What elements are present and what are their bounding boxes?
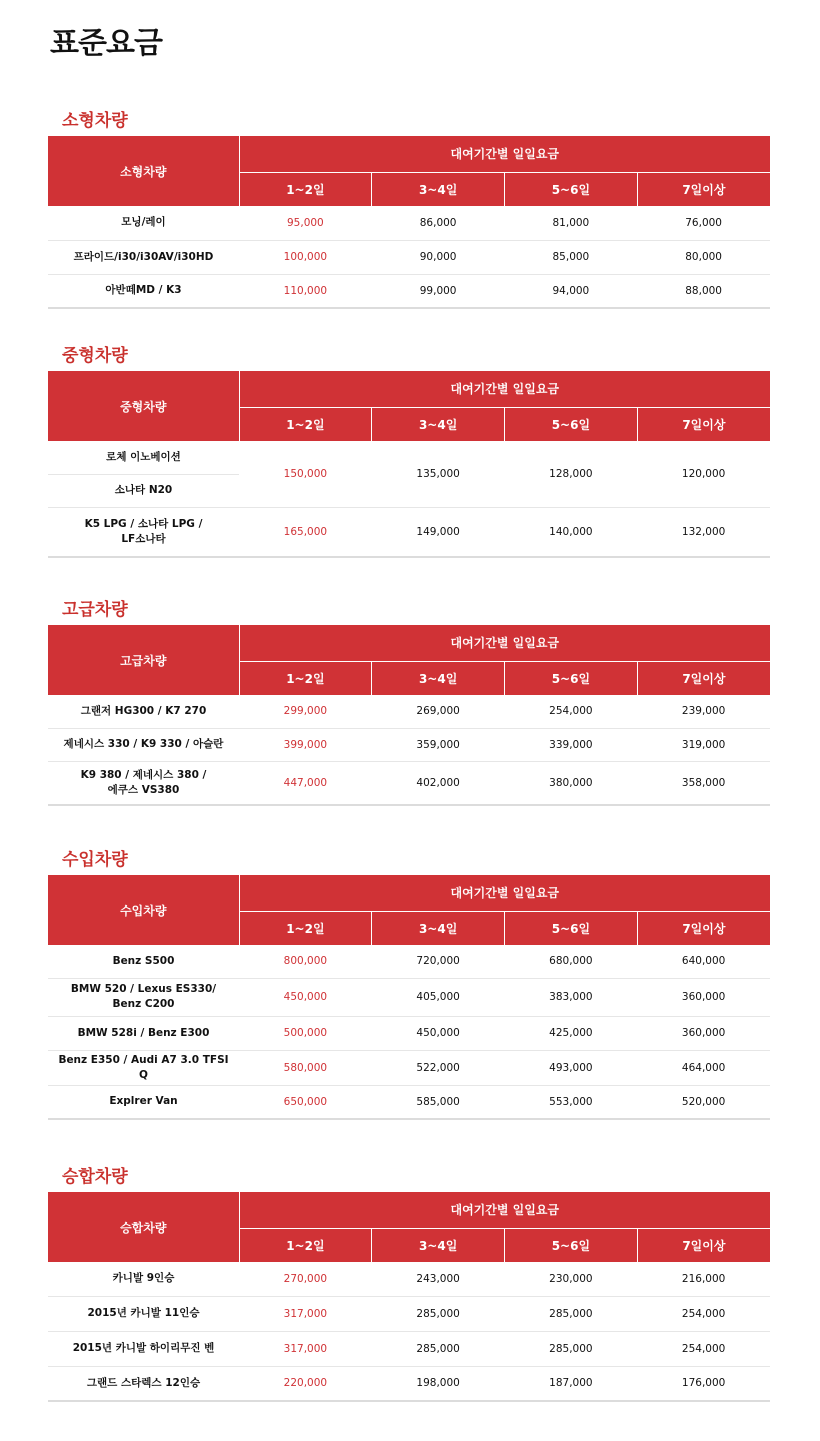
price-cell: 339,000 (505, 728, 638, 761)
price-cell: 140,000 (505, 507, 638, 557)
price-cell: 553,000 (505, 1085, 638, 1119)
price-cell: 254,000 (637, 1331, 770, 1366)
price-cell: 585,000 (372, 1085, 505, 1119)
price-cell: 95,000 (239, 206, 372, 240)
period-header: 대여기간별 일일요금 (239, 371, 770, 407)
car-name-line: K9 380 / 제네시스 380 / (80, 768, 207, 781)
price-cell: 269,000 (372, 695, 505, 728)
table-row (48, 695, 770, 728)
car-name: 그랜저 HG300 / K7 270 (48, 695, 239, 728)
car-name: 프라이드/i30/i30AV/i30HD (48, 240, 239, 274)
section-title: 수입차량 (62, 850, 128, 870)
rate-table-van (48, 1192, 770, 1402)
table-row (48, 240, 770, 274)
column-header: 3~4일 (372, 172, 505, 206)
car-name: 그랜드 스타렉스 12인승 (48, 1366, 239, 1401)
price-cell: 128,000 (505, 441, 638, 507)
column-header: 1~2일 (239, 407, 372, 441)
table-corner-header: 승합차량 (48, 1192, 239, 1262)
price-cell: 198,000 (372, 1366, 505, 1401)
column-header: 7일이상 (637, 911, 770, 945)
section-title: 승합차량 (62, 1167, 128, 1187)
price-cell: 149,000 (372, 507, 505, 557)
price-cell: 358,000 (637, 761, 770, 805)
price-cell: 500,000 (239, 1016, 372, 1050)
car-name: 모닝/레이 (48, 206, 239, 240)
table-corner-header: 중형차량 (48, 371, 239, 441)
price-cell: 383,000 (505, 978, 638, 1016)
car-name: Explrer Van (48, 1085, 239, 1119)
car-name: 소나타 N20 (48, 474, 239, 507)
price-cell: 359,000 (372, 728, 505, 761)
price-cell: 220,000 (239, 1366, 372, 1401)
table-row (48, 1016, 770, 1050)
price-cell: 86,000 (372, 206, 505, 240)
price-cell: 85,000 (505, 240, 638, 274)
price-cell: 399,000 (239, 728, 372, 761)
section-import (48, 845, 770, 1120)
table-row (48, 761, 770, 805)
car-name-line: LF소나타 (121, 532, 166, 545)
table-row (48, 1331, 770, 1366)
car-name (48, 507, 239, 557)
price-cell: 270,000 (239, 1262, 372, 1296)
price-cell: 800,000 (239, 945, 372, 978)
column-header: 7일이상 (637, 1228, 770, 1262)
table-row (48, 1050, 770, 1085)
price-cell: 110,000 (239, 274, 372, 308)
price-cell: 100,000 (239, 240, 372, 274)
section-luxury (48, 595, 770, 806)
column-header: 5~6일 (505, 1228, 638, 1262)
price-cell: 254,000 (505, 695, 638, 728)
car-name (48, 978, 239, 1016)
price-cell: 94,000 (505, 274, 638, 308)
price-cell: 88,000 (637, 274, 770, 308)
section-van (48, 1162, 770, 1402)
car-name: BMW 528i / Benz E300 (48, 1016, 239, 1050)
price-cell: 360,000 (637, 978, 770, 1016)
car-name: Benz S500 (48, 945, 239, 978)
car-name-line: BMW 520 / Lexus ES330/ (70, 983, 217, 995)
car-name-line: Benz C200 (112, 998, 175, 1010)
price-cell: 176,000 (637, 1366, 770, 1401)
table-row (48, 274, 770, 308)
table-row (48, 507, 770, 557)
column-header: 7일이상 (637, 407, 770, 441)
car-name: Benz E350 / Audi A7 3.0 TFSI Q (48, 1050, 239, 1085)
price-cell: 319,000 (637, 728, 770, 761)
price-cell: 239,000 (637, 695, 770, 728)
price-cell: 720,000 (372, 945, 505, 978)
car-name: 로체 이노베이션 (48, 441, 239, 474)
price-cell: 380,000 (505, 761, 638, 805)
price-cell: 254,000 (637, 1296, 770, 1331)
price-cell: 230,000 (505, 1262, 638, 1296)
table-corner-header: 고급차량 (48, 625, 239, 695)
car-name-line: K5 LPG / 소나타 LPG / (84, 517, 203, 530)
price-cell: 425,000 (505, 1016, 638, 1050)
price-cell: 680,000 (505, 945, 638, 978)
price-cell: 447,000 (239, 761, 372, 805)
car-name-line: 에쿠스 VS380 (107, 783, 180, 796)
price-cell: 80,000 (637, 240, 770, 274)
section-small (48, 106, 770, 309)
price-cell: 187,000 (505, 1366, 638, 1401)
price-cell: 402,000 (372, 761, 505, 805)
price-cell: 285,000 (505, 1296, 638, 1331)
column-header: 3~4일 (372, 911, 505, 945)
column-header: 5~6일 (505, 172, 638, 206)
rate-table-small (48, 136, 770, 309)
car-name (48, 761, 239, 805)
page-title: 표준요금 (50, 26, 162, 61)
price-cell: 120,000 (637, 441, 770, 507)
price-cell: 243,000 (372, 1262, 505, 1296)
price-cell: 520,000 (637, 1085, 770, 1119)
car-name: 제네시스 330 / K9 330 / 아슬란 (48, 728, 239, 761)
section-mid (48, 341, 770, 558)
price-cell: 640,000 (637, 945, 770, 978)
table-row (48, 978, 770, 1016)
rate-table-mid (48, 371, 770, 558)
column-header: 5~6일 (505, 661, 638, 695)
column-header: 5~6일 (505, 407, 638, 441)
price-cell: 135,000 (372, 441, 505, 507)
car-name: 카니발 9인승 (48, 1262, 239, 1296)
price-cell: 522,000 (372, 1050, 505, 1085)
table-row (48, 1366, 770, 1401)
price-cell: 99,000 (372, 274, 505, 308)
price-cell: 360,000 (637, 1016, 770, 1050)
period-header: 대여기간별 일일요금 (239, 625, 770, 661)
column-header: 3~4일 (372, 1228, 505, 1262)
table-corner-header: 소형차량 (48, 136, 239, 206)
car-name: 2015년 카니발 하이리무진 벤 (48, 1331, 239, 1366)
car-name: 아반떼MD / K3 (48, 274, 239, 308)
price-cell: 450,000 (372, 1016, 505, 1050)
table-row (48, 1262, 770, 1296)
price-cell: 150,000 (239, 441, 372, 507)
period-header: 대여기간별 일일요금 (239, 1192, 770, 1228)
table-row (48, 206, 770, 240)
price-cell: 81,000 (505, 206, 638, 240)
period-header: 대여기간별 일일요금 (239, 136, 770, 172)
column-header: 3~4일 (372, 661, 505, 695)
rate-table-luxury (48, 625, 770, 806)
price-cell: 285,000 (505, 1331, 638, 1366)
table-row (48, 1296, 770, 1331)
table-row (48, 1085, 770, 1119)
column-header: 1~2일 (239, 661, 372, 695)
price-cell: 317,000 (239, 1331, 372, 1366)
table-row (48, 441, 770, 474)
price-cell: 165,000 (239, 507, 372, 557)
price-cell: 493,000 (505, 1050, 638, 1085)
price-cell: 132,000 (637, 507, 770, 557)
price-cell: 464,000 (637, 1050, 770, 1085)
price-cell: 650,000 (239, 1085, 372, 1119)
section-title: 중형차량 (62, 346, 128, 366)
column-header: 7일이상 (637, 172, 770, 206)
price-cell: 450,000 (239, 978, 372, 1016)
price-cell: 216,000 (637, 1262, 770, 1296)
period-header: 대여기간별 일일요금 (239, 875, 770, 911)
rate-table-import (48, 875, 770, 1120)
price-cell: 285,000 (372, 1331, 505, 1366)
column-header: 1~2일 (239, 911, 372, 945)
price-cell: 90,000 (372, 240, 505, 274)
price-cell: 317,000 (239, 1296, 372, 1331)
column-header: 5~6일 (505, 911, 638, 945)
section-title: 고급차량 (62, 600, 128, 620)
table-row (48, 728, 770, 761)
table-row (48, 945, 770, 978)
column-header: 1~2일 (239, 172, 372, 206)
price-cell: 285,000 (372, 1296, 505, 1331)
column-header: 7일이상 (637, 661, 770, 695)
car-name: 2015년 카니발 11인승 (48, 1296, 239, 1331)
column-header: 1~2일 (239, 1228, 372, 1262)
price-cell: 405,000 (372, 978, 505, 1016)
table-corner-header: 수입차량 (48, 875, 239, 945)
price-cell: 580,000 (239, 1050, 372, 1085)
section-title: 소형차량 (62, 111, 128, 131)
price-cell: 76,000 (637, 206, 770, 240)
column-header: 3~4일 (372, 407, 505, 441)
price-cell: 299,000 (239, 695, 372, 728)
